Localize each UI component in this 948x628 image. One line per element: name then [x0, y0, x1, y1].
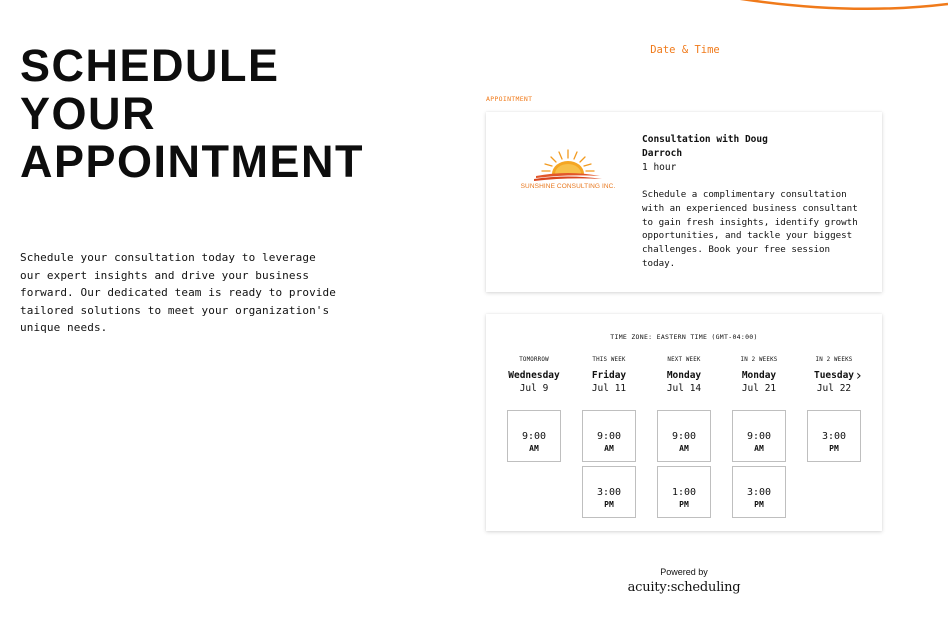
slot-time: 9:00	[671, 431, 697, 442]
chevron-right-icon[interactable]: ›	[856, 368, 862, 384]
slot-ampm: AM	[754, 444, 764, 453]
appointment-duration: 1 hour	[642, 162, 677, 173]
day-column	[657, 357, 711, 394]
slot-ampm: PM	[679, 500, 689, 509]
day-weekday: Friday	[591, 370, 627, 381]
slot-time: 9:00	[521, 431, 547, 442]
day-date: Jul 22	[816, 383, 852, 394]
day-column	[807, 357, 861, 394]
time-slot-list	[507, 410, 561, 462]
page-title-line: YOUR	[20, 88, 157, 139]
day-period: IN 2 WEEKS	[815, 357, 853, 363]
slot-time: 9:00	[596, 431, 622, 442]
time-slot-button[interactable]	[657, 466, 711, 518]
time-slot-list	[657, 410, 711, 518]
day-period: IN 2 WEEKS	[740, 357, 778, 363]
slot-time: 3:00	[821, 431, 847, 442]
slot-time: 3:00	[746, 487, 772, 498]
time-slot-button[interactable]	[582, 466, 636, 518]
appointment-description: Schedule a complimentary consultation with an experienced business consultant to gain fresh insights, identify growth opportunities, and tackle your biggest challenges. Book your free session today.	[642, 189, 858, 269]
slot-ampm: PM	[754, 500, 764, 509]
time-slot-button[interactable]	[732, 410, 786, 462]
page-title-line: SCHEDULE	[20, 40, 280, 91]
slot-time: 9:00	[746, 431, 772, 442]
time-slot-list	[582, 410, 636, 518]
page-description: Schedule your consultation today to leverage our expert insights and drive your business forward. Our dedicated team is ready to provide tailored solutions to meet your organization's unique needs.	[20, 251, 336, 334]
day-date: Jul 9	[519, 383, 549, 394]
day-weekday: Wednesday	[508, 370, 560, 381]
day-date: Jul 21	[741, 383, 777, 394]
time-slot-button[interactable]	[807, 410, 861, 462]
time-slot-list	[807, 410, 861, 462]
day-weekday: Tuesday	[813, 370, 855, 381]
time-slot-button[interactable]	[657, 410, 711, 462]
day-date: Jul 14	[666, 383, 702, 394]
timezone-label: TIME ZONE: EASTERN TIME (GMT-04:00)	[610, 333, 758, 341]
step-label-date-time: Date & Time	[650, 44, 720, 56]
time-slot-button[interactable]	[507, 410, 561, 462]
appointment-card	[486, 112, 882, 292]
acuity-scheduling-logo[interactable]: acuity:scheduling	[627, 580, 741, 595]
slot-time: 3:00	[596, 487, 622, 498]
sun-logo-icon	[512, 148, 624, 184]
day-column	[507, 357, 561, 394]
day-period: TOMORROW	[519, 357, 549, 363]
time-slot-button[interactable]	[582, 410, 636, 462]
appointment-title: Consultation with Doug Darroch	[642, 134, 768, 159]
day-weekday: Monday	[741, 370, 777, 381]
day-period: THIS WEEK	[592, 357, 626, 363]
company-logo	[512, 148, 624, 198]
logo-text: SUNSHINE CONSULTING INC.	[520, 183, 616, 190]
slot-ampm: AM	[529, 444, 539, 453]
day-date: Jul 11	[591, 383, 627, 394]
day-weekday: Monday	[666, 370, 702, 381]
page-title-line: APPOINTMENT	[20, 136, 365, 187]
powered-by-label: Powered by	[660, 567, 708, 577]
slot-ampm: AM	[679, 444, 689, 453]
slot-time: 1:00	[671, 487, 697, 498]
time-slot-button[interactable]	[732, 466, 786, 518]
day-period: NEXT WEEK	[667, 357, 701, 363]
slot-ampm: PM	[604, 500, 614, 509]
time-slot-list	[732, 410, 786, 518]
appointment-section-label: APPOINTMENT	[486, 95, 533, 103]
slot-ampm: AM	[604, 444, 614, 453]
slot-ampm: PM	[829, 444, 839, 453]
decorative-arc	[0, 0, 948, 40]
page-title	[20, 42, 460, 186]
day-column	[732, 357, 786, 394]
availability-calendar	[486, 314, 882, 531]
day-column	[582, 357, 636, 394]
